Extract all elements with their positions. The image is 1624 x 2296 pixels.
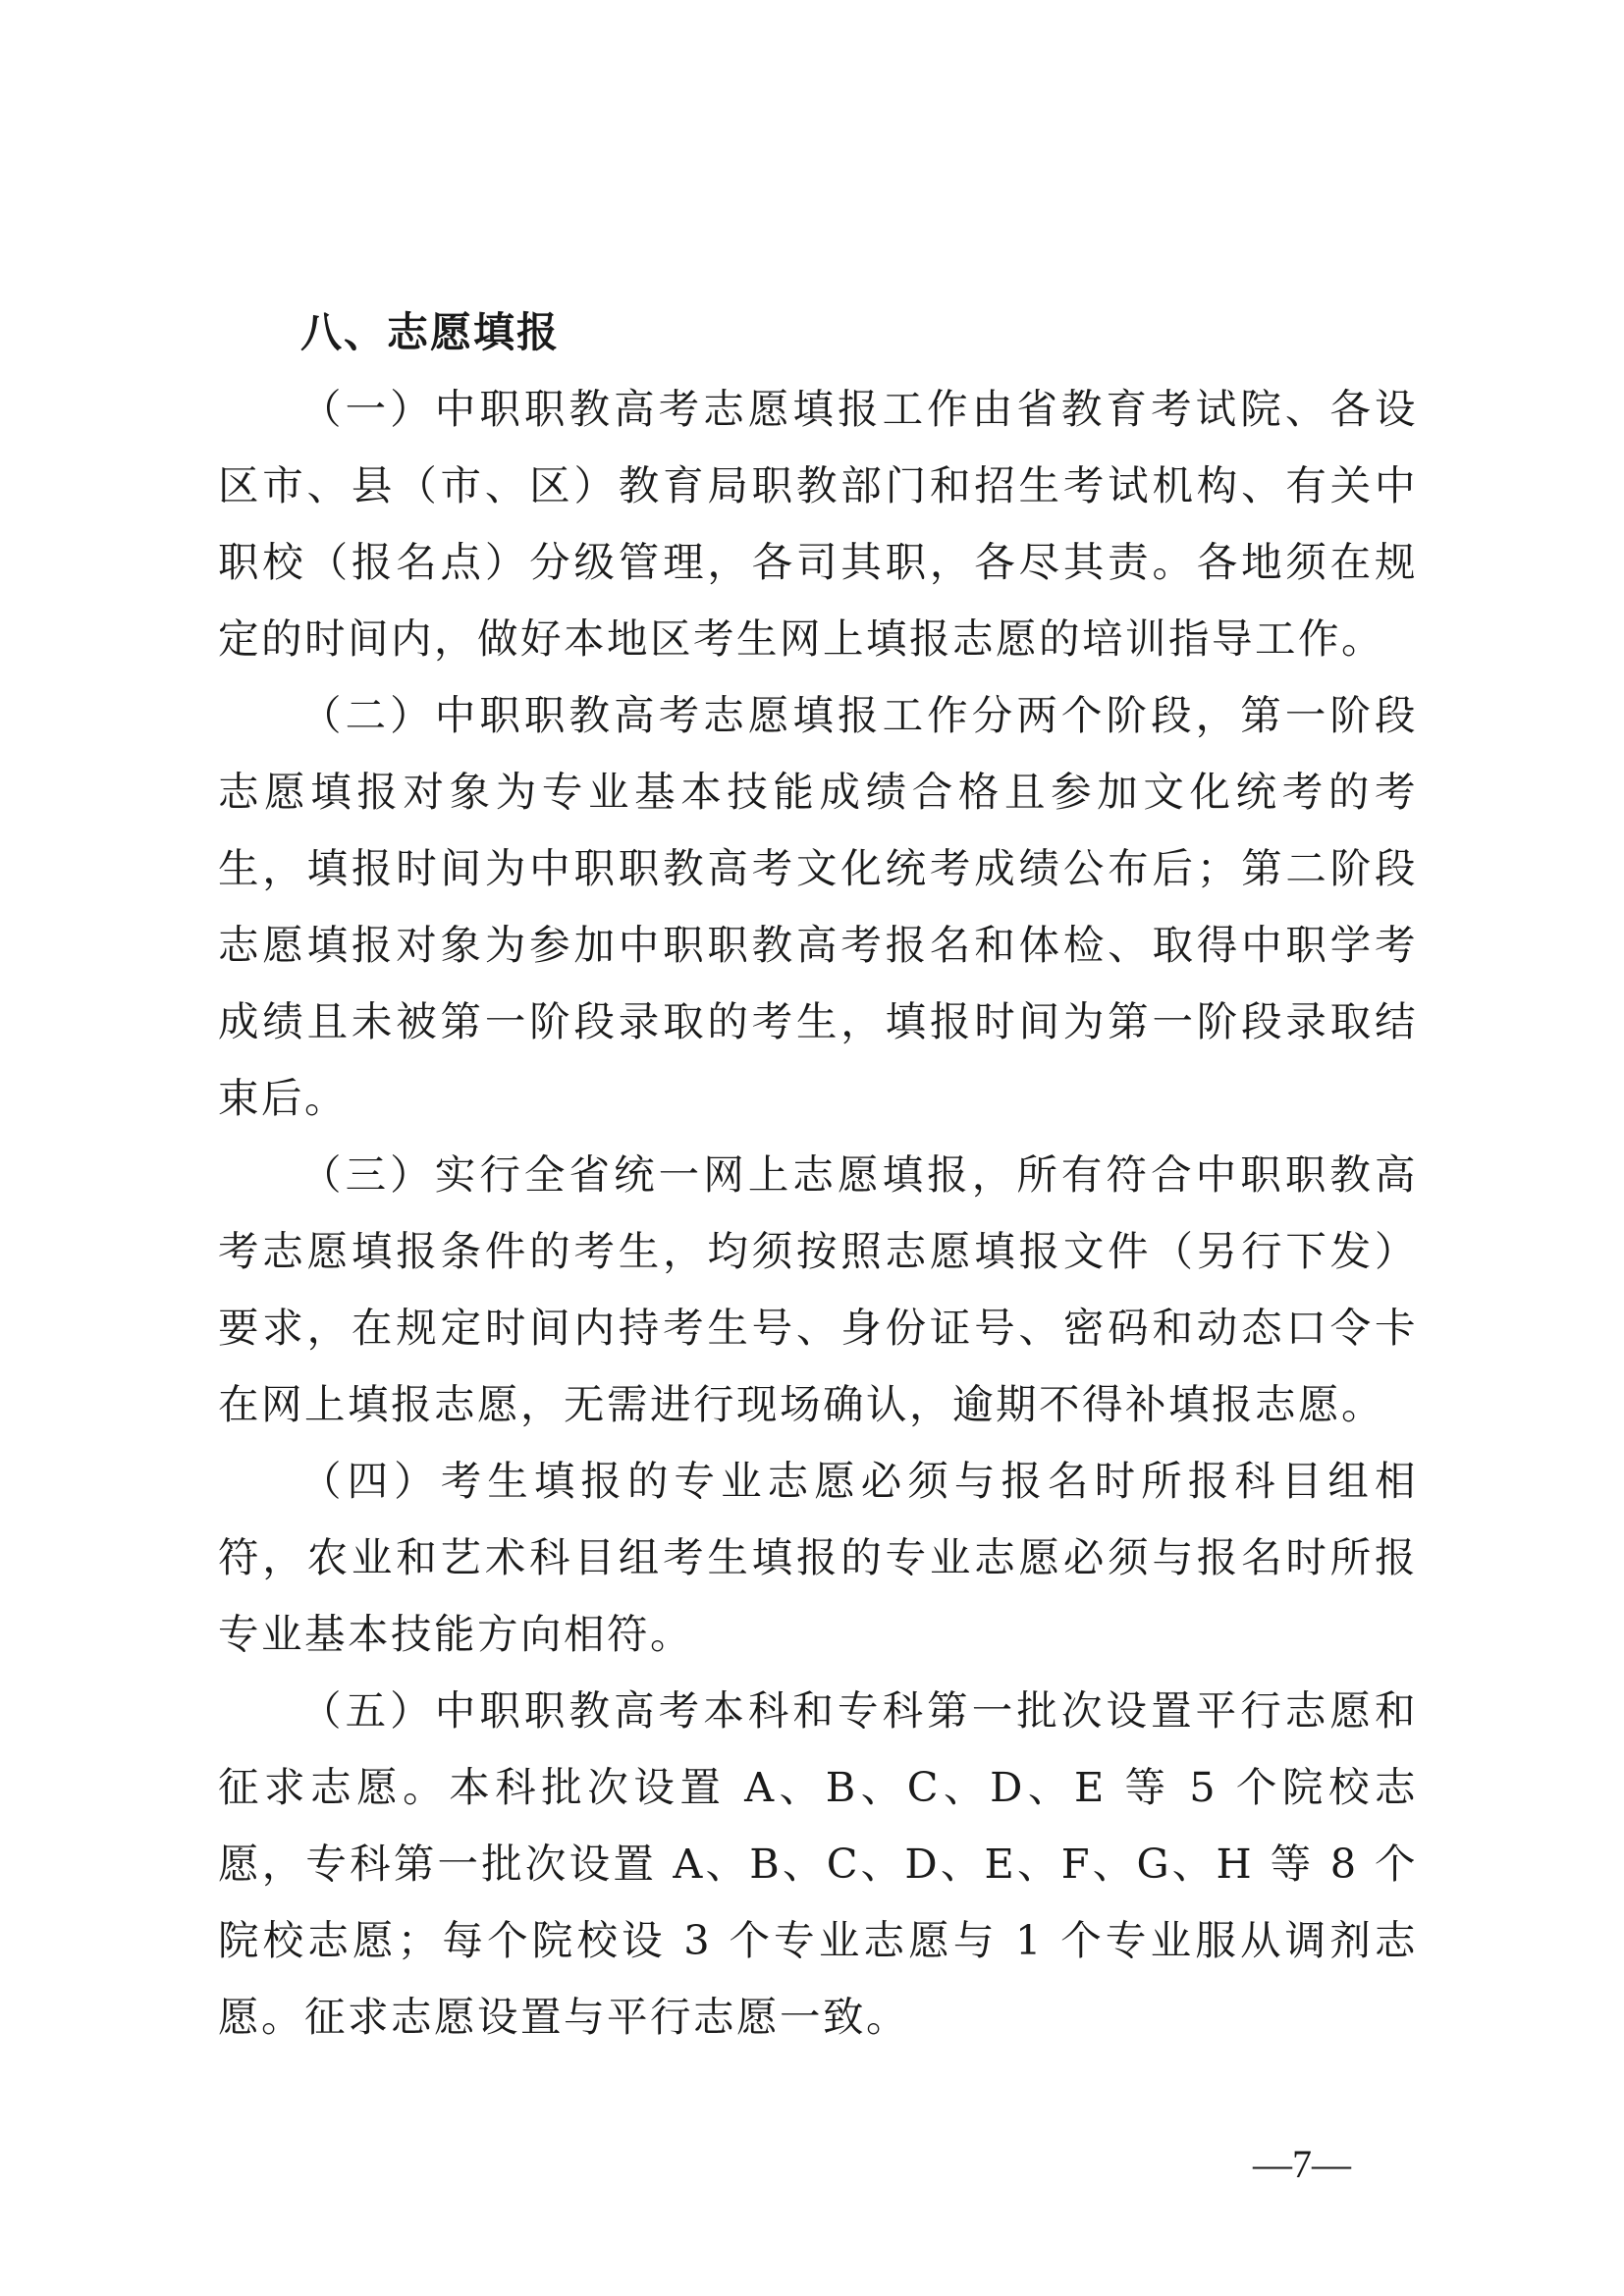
paragraph-1: （一）中职职教高考志愿填报工作由省教育考试院、各设区市、县（市、区）教育局职教部门和招生考试机构、有关中职校（报名点）分级管理，各司其职，各尽其责。各地须在规定的时间内，做好本地区考生网上填报志愿的培训指导工作。 — [218, 385, 1418, 663]
paragraph-4: （四）考生填报的专业志愿必须与报名时所报科目组相符，农业和艺术科目组考生填报的专业志愿必须与报名时所报专业基本技能方向相符。 — [218, 1457, 1418, 1658]
paragraph-3: （三）实行全省统一网上志愿填报，所有符合中职职教高考志愿填报条件的考生，均须按照志愿填报文件（另行下发）要求，在规定时间内持考生号、身份证号、密码和动态口令卡在网上填报志愿，无需进行现场确认，逾期不得补填报志愿。 — [218, 1150, 1418, 1428]
paragraph-2: （二）中职职教高考志愿填报工作分两个阶段，第一阶段志愿填报对象为专业基本技能成绩合格且参加文化统考的考生，填报时间为中职职教高考文化统考成绩公布后；第二阶段志愿填报对象为参加中职职教高考报名和体检、取得中职学考成绩且未被第一阶段录取的考生，填报时间为第一阶段录取结束后。 — [218, 691, 1418, 1122]
document-body — [218, 294, 1418, 2056]
paragraph-5: （五）中职职教高考本科和专科第一批次设置平行志愿和征求志愿。本科批次设置 A、B、C、D、E 等 5 个院校志愿，专科第一批次设置 A、B、C、D、E、F、G、H 等 8 个院校志愿；每个院校设 3 个专业志愿与 1 个专业服从调剂志愿。征求志愿设置与平行志愿一致。 — [218, 1686, 1418, 2041]
section-heading: 八、志愿填报 — [300, 308, 561, 356]
page-number: —7— — [1253, 2142, 1351, 2186]
